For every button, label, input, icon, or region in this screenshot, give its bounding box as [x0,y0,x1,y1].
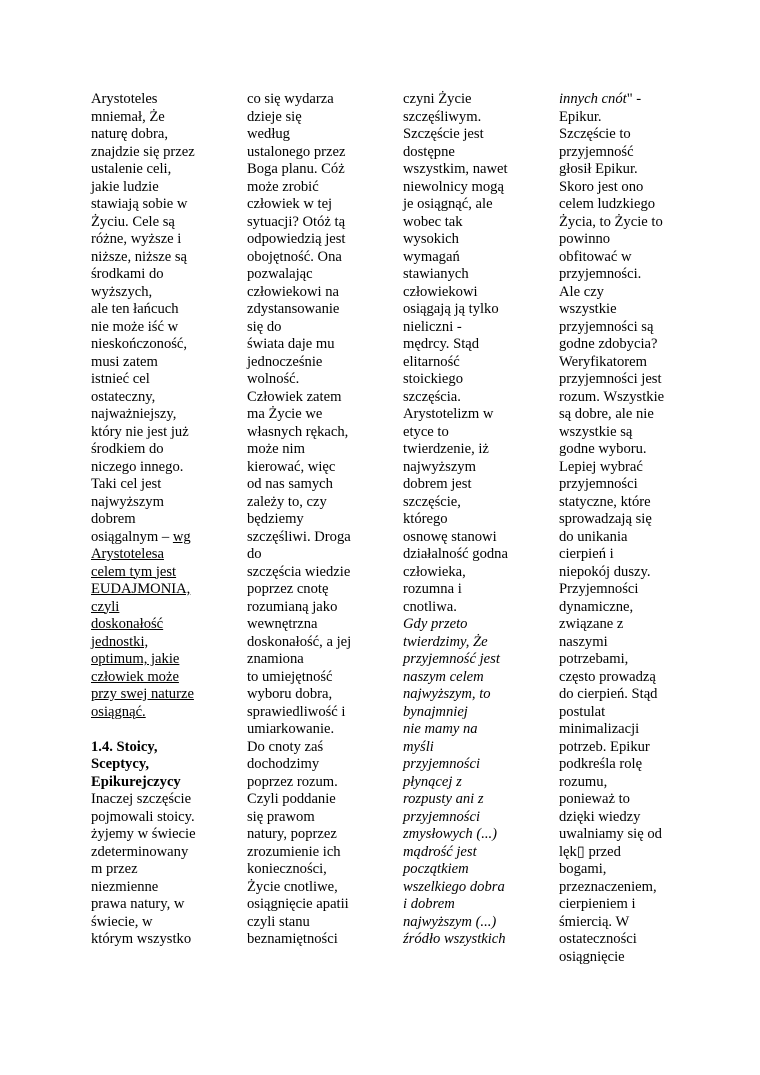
text-line: podkreśla rolę [559,756,643,772]
text-line: przyjemności są [559,318,654,335]
text-line: którego [403,511,448,527]
text-line: dynamiczne, [559,598,634,615]
text-line: wszystkim, nawet [403,161,508,177]
text-line: przyjemności [559,476,638,492]
text-line: który nie jest już [91,423,189,440]
text-line: jednocześnie [247,353,323,370]
text-line [559,91,701,109]
underlined-text-line: jednostki, [91,633,149,650]
text-line: natury, poprzez [247,826,337,842]
text-line: będziemy [247,511,304,527]
text-line: działalność godna [403,546,508,562]
text-line: znajdzie się przez [91,143,195,160]
text-line: osiągnięcie apatii [247,896,349,912]
text-line: cnotliwa. [403,598,457,615]
text-line: Taki cel jest [91,476,162,492]
text-line: postulat [559,703,606,720]
text-line: rozumianą jako [247,598,338,615]
text-line: przeznaczeniem, [559,878,657,895]
text-line: Szczęście jest [403,126,484,142]
text-line: kierować, więc [247,458,336,475]
text-line: minimalizacji [559,721,640,737]
quote-line: mądrość jest [403,843,477,860]
underlined-text-line: Arystotelesa [91,546,164,562]
text-line: poprzez rozum. [247,773,338,790]
text-line: od nas samych [247,476,333,492]
text-underlined-run: wg [172,528,191,545]
text-line: Czyli poddanie [247,791,336,807]
text-line: najwyższym [403,458,476,475]
text-column-1 [91,91,219,949]
quote-line: najwyższym, to [403,686,491,702]
text-line: czyni Życie [403,91,472,107]
text-line: pojmowali stoicy. [91,808,195,825]
text-line: cierpień i [559,546,614,562]
text-line: beznamiętności [247,931,338,947]
text-line: Arystotelizm w [403,406,494,422]
text-line: niczego innego. [91,458,184,475]
text-line: konieczności, [247,861,327,877]
text-line: człowiekowi [403,283,478,300]
text-column-3 [403,91,531,949]
quote-line: przyjemność jest [403,651,500,667]
text-line: dochodzimy [247,756,320,772]
quote-line: nie mamy na [403,721,478,737]
text-line: zdeterminowany [91,843,189,860]
text-line: środkiem do [91,441,164,457]
text-line: potrzebami, [559,651,629,667]
text-line: osnowę stanowi [403,528,497,545]
text-line: Ale czy [559,283,604,300]
quote-line: myśli [403,738,434,755]
text-line: głosił Epikur. [559,161,638,177]
underlined-text-line: EUDAJMONIA, [91,581,191,597]
text-line: godne zdobycia? [559,336,658,352]
text-run: " - [626,91,642,107]
text-line: dzięki wiedzy [559,808,641,825]
text-line: przyjemność [559,143,634,160]
text-line: sprowadzają się [559,511,652,527]
text-line: musi zatem [91,353,158,370]
text-column-2 [247,91,369,949]
underlined-text-line: osiągnąć. [91,703,146,720]
quote-line: początkiem [403,861,469,877]
text-line: ostateczny, [91,388,156,405]
quote-line: twierdzimy, Że [403,633,488,650]
text-line: którym wszystko [91,931,192,947]
text-line: Życie cnotliwe, [247,878,338,895]
text-line: człowiekowi na [247,283,339,300]
quote-line: i dobrem [403,896,455,912]
text-line: świecie, w [91,913,153,930]
quote-line: płynącej z [403,773,462,790]
text-line: stawiają sobie w [91,196,188,212]
text-line: celem ludzkiego [559,196,656,212]
text-line: Arystoteles [91,91,158,107]
text-line: żyjemy w świecie [91,826,196,842]
text-line: cierpieniem i [559,896,636,912]
text-line: niższe, niższe są [91,248,188,265]
text-line: Do cnoty zaś [247,738,324,755]
text-line: odpowiedzią jest [247,231,346,247]
text-line: wolność. [247,371,300,387]
text-line: może nim [247,441,305,457]
text-line: do [247,546,262,562]
text-line: najważniejszy, [91,406,177,422]
quote-line: naszym celem [403,668,484,685]
text-line: zdystansowanie [247,301,340,317]
quote-line: bynajmniej [403,703,468,720]
text-line: powinno [559,231,611,247]
text-line: może zrobić [247,178,319,195]
text-line: związane z [559,616,624,632]
text-line: godne wyboru. [559,441,647,457]
text-line: szczęścia wiedzie [247,563,351,580]
text-line: świata daje mu [247,336,335,352]
underlined-text-line: przy swej naturze [91,686,194,702]
text-line: przyjemności. [559,266,642,282]
text-line: różne, wyższe i [91,231,182,247]
text-line: sprawiedliwość i [247,703,346,720]
text-line: umiarkowanie. [247,721,335,737]
text-line: je osiągnąć, ale [403,196,493,212]
text-line: lęk▯ przed [559,843,621,860]
text-line: ustalenie celi, [91,161,172,177]
text-line: wysokich [403,231,459,247]
section-heading-line: 1.4. Stoicy, [91,738,158,755]
section-heading-line: Sceptycy, [91,756,149,772]
text-line: rozumna i [403,581,462,597]
underlined-text-line: optimum, jakie [91,651,180,667]
text-line: nieliczni - [403,318,462,335]
text-line: nieskończoność, [91,336,188,352]
text-line: wewnętrzna [247,616,318,632]
text-line: m przez [91,861,138,877]
text-line: do cierpień. Stąd [559,686,658,702]
text-line: człowiek w tej [247,196,333,212]
text-line: etyce to [403,423,449,440]
text-line: twierdzenie, iż [403,441,489,457]
text-line: Szczęście to [559,126,631,142]
text-line: niezmienne [91,878,159,895]
text-line: rozum. Wszystkie [559,388,665,405]
underlined-text-line: celem tym jest [91,563,177,580]
text-line: bogami, [559,861,607,877]
text-line: jakie ludzie [91,178,159,195]
text-line: się do [247,318,282,335]
text-line: co się wydarza [247,91,334,107]
text-line: człowieka, [403,563,466,580]
quote-line: przyjemności [403,808,481,825]
text-line: najwyższym [91,493,164,510]
text-line: wszystkie [559,301,617,317]
text-line: wszystkie są [559,423,633,440]
quote-line: najwyższym (...) [403,913,497,930]
text-line: ponieważ to [559,791,630,807]
text-line: osiągają ją tylko [403,301,499,317]
text-line: się prawom [247,808,315,825]
text-line: uwalniamy się od [559,826,662,842]
text-line: Życiu. Cele są [91,213,175,230]
text-line: wobec tak [403,213,463,230]
text-line: szczęśliwym. [403,108,482,125]
text-line: obfitować w [559,248,632,265]
underlined-text-line: człowiek może [91,668,179,685]
text-line: Człowiek zatem [247,388,342,405]
text-line: osiągnięcie [559,948,625,965]
text-line: Inaczej szczęście [91,791,192,807]
text-column-4 [559,91,701,966]
quote-line: Gdy przeto [403,616,468,632]
quote-line: zmysłowych (...) [403,826,498,842]
text-line: obojętność. Ona [247,248,342,265]
text-line: szczęśliwi. Droga [247,528,351,545]
quote-line: rozpusty ani z [403,791,484,807]
text-line: do unikania [559,528,628,545]
text-line: mniemał, Że [91,108,165,125]
text-line: są dobre, ale nie [559,406,654,422]
text-line: przyjemności jest [559,371,662,387]
text-line: nie może iść w [91,318,179,335]
text-line: ustalonego przez [247,143,346,160]
text-line: wyższych, [91,283,153,300]
underlined-text-line: czyli [91,598,120,615]
text-line [91,529,219,547]
quote-line: przyjemności [403,756,481,772]
text-line: dobrem [91,511,136,527]
text-line: mędrcy. Stąd [403,336,480,352]
text-line: często prowadzą [559,668,656,685]
text-line: według [247,126,290,142]
text-line: szczęście, [403,493,461,510]
text-line: prawa natury, w [91,896,185,912]
text-line: zrozumienie ich [247,843,341,860]
text-line: ma Życie we [247,406,323,422]
text-italic-run: innych cnót [559,91,627,107]
text-line: Weryfikatorem [559,353,647,370]
text-line: Przyjemności [559,581,639,597]
text-line: pozwalając [247,266,313,282]
text-line: niewolnicy mogą [403,178,504,195]
text-line: czyli stanu [247,913,310,930]
text-line: naszymi [559,633,608,650]
quote-line: źródło wszystkich [403,931,506,947]
paragraph-gap [91,721,219,739]
text-line: Epikur. [559,108,602,125]
text-line: śmiercią. W [559,913,630,930]
text-line: naturę dobra, [91,126,168,142]
text-line: stawianych [403,266,469,282]
text-line: sytuacji? Otóż tą [247,213,346,230]
text-line: szczęścia. [403,388,461,405]
text-line: istnieć cel [91,371,150,387]
text-line: dobrem jest [403,476,472,492]
text-line: Skoro jest ono [559,178,644,195]
text-line: dzieje się [247,108,302,125]
text-line: ale ten łańcuch [91,301,179,317]
text-line: wymagań [403,248,460,265]
text-line: Lepiej wybrać [559,458,643,475]
text-line: wyboru dobra, [247,686,333,702]
text-line: ostateczności [559,931,637,947]
underlined-text-line: doskonałość [91,616,164,632]
text-line: stoickiego [403,371,463,387]
text-line: Boga planu. Cóż [247,161,345,177]
text-line: rozumu, [559,773,608,790]
text-line: potrzeb. Epikur [559,738,650,755]
text-run: osiągalnym – [91,528,173,545]
text-line: znamiona [247,651,304,667]
text-line: to umiejętność [247,668,333,685]
text-line: dostępne [403,143,455,160]
text-line: elitarność [403,353,460,370]
section-heading-line: Epikurejczycy [91,773,181,790]
quote-line: wszelkiego dobra [403,878,505,895]
text-line: doskonałość, a jej [247,633,352,650]
text-line: statyczne, które [559,493,651,510]
text-line: własnych rękach, [247,423,349,440]
text-line: środkami do [91,266,164,282]
text-line: zależy to, czy [247,493,327,510]
text-line: Życia, to Życie to [559,213,663,230]
text-line: poprzez cnotę [247,581,329,597]
text-line: niepokój duszy. [559,563,651,580]
